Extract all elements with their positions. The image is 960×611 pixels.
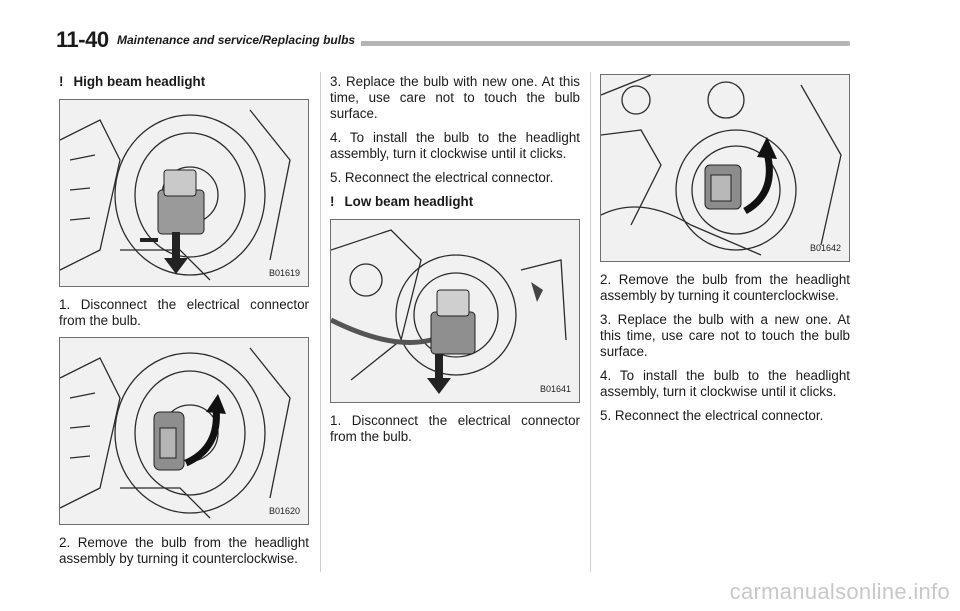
figure-illustration [60, 100, 308, 286]
section-heading [59, 74, 309, 90]
instruction-step: 3. Replace the bulb with a new one. At this time, use care not to touch the bulb surface. [600, 312, 850, 359]
headlight-figure [59, 337, 309, 525]
headlight-figure [59, 99, 309, 287]
watermark: carmanualsonline.info [729, 579, 950, 604]
instruction-step: 2. Remove the bulb from the headlight assembly by turning it counterclockwise. [59, 535, 309, 566]
figure-code: B01642 [809, 243, 841, 253]
heading-text: High beam headlight [73, 74, 206, 89]
instruction-step: 5. Reconnect the electrical connector. [330, 170, 554, 185]
section-heading [330, 194, 580, 210]
heading-text: Low beam headlight [344, 194, 474, 209]
page-number: 11-40 [56, 27, 115, 53]
heading-marker: ! [330, 194, 335, 209]
column-2 [330, 74, 580, 453]
figure-code: B01619 [268, 268, 300, 278]
page-header [56, 27, 850, 52]
instruction-step: 4. To install the bulb to the headlight assembly, turn it clockwise until it clicks. [600, 368, 850, 399]
column-3 [600, 74, 850, 432]
column-divider [590, 72, 591, 572]
instruction-step: 1. Disconnect the electrical connector from the bulb. [330, 413, 580, 444]
figure-illustration [60, 338, 308, 524]
figure-illustration [331, 220, 579, 402]
headlight-figure [330, 219, 580, 403]
instruction-step: 1. Disconnect the electrical connector from the bulb. [59, 297, 309, 328]
instruction-step: 4. To install the bulb to the headlight assembly, turn it clockwise until it clicks. [330, 130, 580, 161]
section-title: Maintenance and service/Replacing bulbs [113, 33, 361, 47]
figure-illustration [601, 75, 849, 261]
instruction-step: 2. Remove the bulb from the headlight assembly by turning it counterclockwise. [600, 272, 850, 303]
instruction-step: 5. Reconnect the electrical connector. [600, 408, 824, 423]
column-divider [320, 72, 321, 572]
headlight-figure [600, 74, 850, 262]
column-1 [59, 74, 309, 575]
figure-code: B01620 [268, 506, 300, 516]
instruction-step: 3. Replace the bulb with new one. At this time, use care not to touch the bulb surface. [330, 74, 580, 121]
figure-code: B01641 [539, 384, 571, 394]
heading-marker: ! [59, 74, 64, 89]
